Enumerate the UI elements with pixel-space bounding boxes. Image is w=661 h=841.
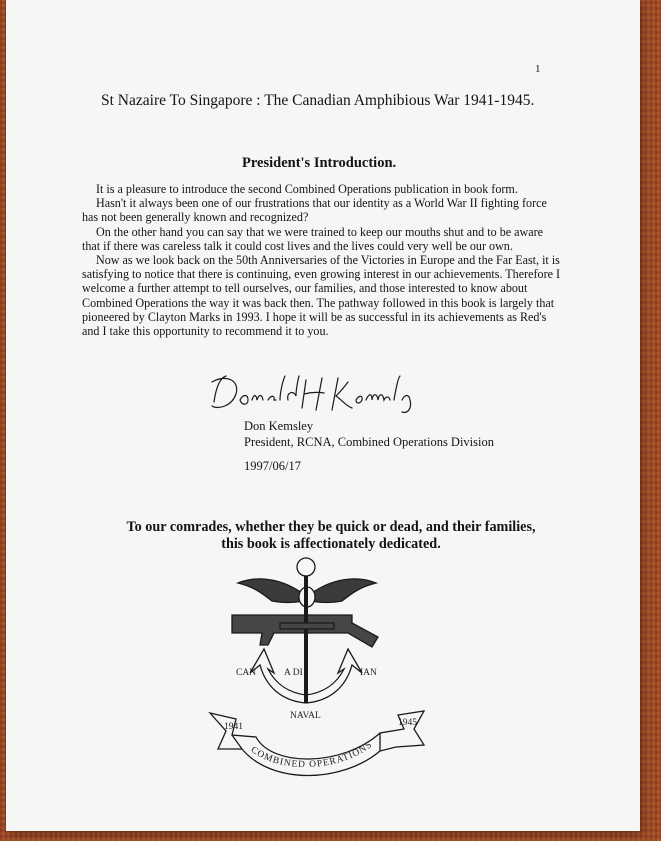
section-heading: President's Introduction. xyxy=(242,155,397,171)
emblem-adi: A DI xyxy=(284,668,303,678)
eagle-right-wing-icon xyxy=(312,579,376,603)
signatory-name: Don Kemsley xyxy=(244,419,314,433)
paragraph-1: It is a pleasure to introduce the second Combined Operations publication in book form. xyxy=(96,182,518,196)
document-title: St Nazaire To Singapore : The Canadian Amphibious War 1941-1945. xyxy=(101,92,535,109)
page-number: 1 xyxy=(535,63,541,75)
emblem-naval: NAVAL xyxy=(290,711,321,721)
ribbon-year-right: 1945 xyxy=(398,718,417,728)
signatory-block xyxy=(244,418,494,450)
combined-operations-emblem xyxy=(202,553,442,803)
dedication-line-1: To our comrades, whether they be quick or dead, and their families, xyxy=(126,519,536,535)
document-date: 1997/06/17 xyxy=(244,459,301,473)
ribbon-year-left: 1941 xyxy=(224,722,243,732)
handwritten-signature xyxy=(206,370,426,420)
signatory-position: President, RCNA, Combined Operations Division xyxy=(244,435,494,449)
introduction-body xyxy=(82,182,562,338)
paragraph-2: Hasn't it always been one of our frustrations that our identity as a World War II fighting force has not been generally known and recognized? xyxy=(82,196,547,225)
emblem-ian: IAN xyxy=(360,668,377,678)
emblem-can: CAN xyxy=(236,668,257,678)
paragraph-3: On the other hand you can say that we were trained to keep our mouths shut and to be aware that if there was careless talk it could cost lives and the lives could very well be our own. xyxy=(82,224,543,253)
ribbon-motto: COMBINED OPERATIONS xyxy=(248,739,375,771)
anchor-ring-icon xyxy=(297,558,315,576)
dedication-line-2: this book is affectionately dedicated. xyxy=(221,536,441,552)
eagle-left-wing-icon xyxy=(238,579,302,603)
paragraph-4: Now as we look back on the 50th Anniversaries of the Victories in Europe and the Far East, it is satisfying to notice that there is continuing, even growing interest in our achievements. Therefore I welcome a further attempt to tell ourselves, our families, and those interested to know about Combined Operations the way it was back then. The pathway followed in this book is largely that pioneered by Clayton Marks in 1993. I hope it will be as successful in its achievements as Red's and I take this opportunity to recommend it to you. xyxy=(82,253,561,339)
dedication xyxy=(66,519,596,553)
document-page xyxy=(6,0,640,831)
